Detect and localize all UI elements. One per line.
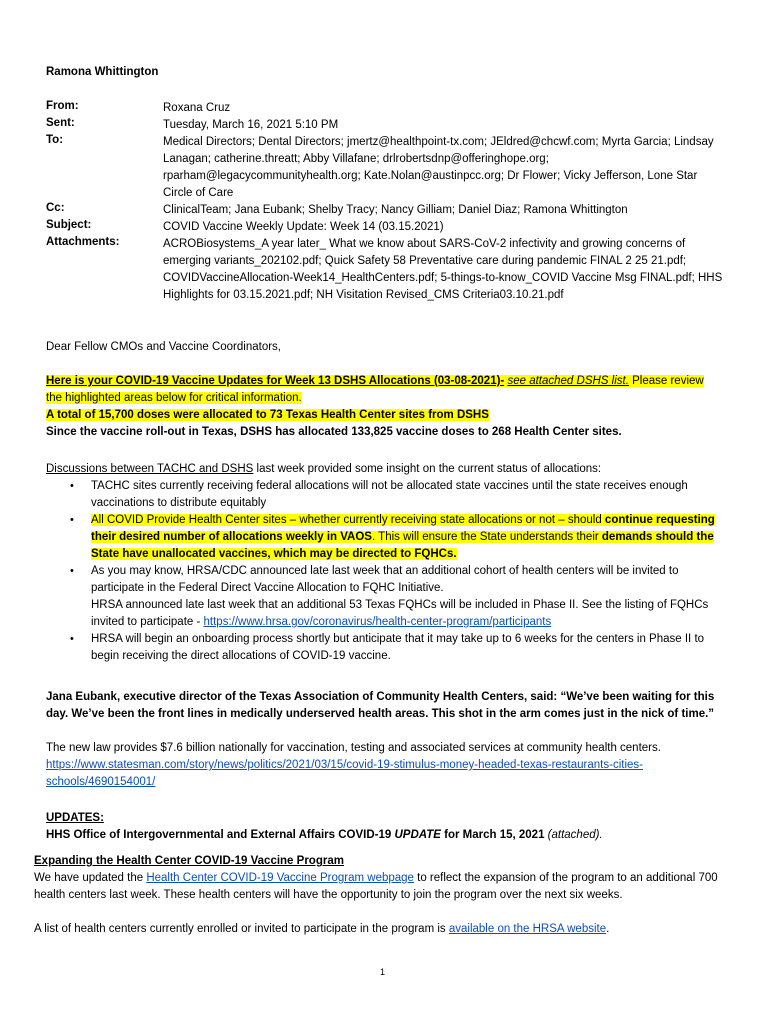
bullet-dot: •	[70, 480, 74, 492]
sent-value: Tuesday, March 16, 2021 5:10 PM	[163, 119, 339, 131]
page-number: 1	[380, 967, 386, 977]
week-title: Here is your COVID-19 Vaccine Updates for Week 13 DSHS Allocations (03-08-2021)-	[46, 375, 505, 387]
see-attached-note: see attached DSHS list.	[507, 375, 629, 387]
bullet-continue-requesting: • All COVID Provide Health Center sites – whether currently receiving state allocations or not – should continue requesting their desired number of allocations weekly in VAOS. This will ensure the State understands their demands should the State have unallocated vaccines, which may be directed to FQHCs.	[70, 514, 715, 560]
subject-label: Subject:	[46, 219, 92, 231]
to-value: Medical Directors; Dental Directors; jmertz@healthpoint-tx.com; JEldred@chcwf.com; Myrta Garcia; Lindsay Lanagan; catherine.threatt; Abby Villafane; drlrobertsdnp@offeringhope.org; rparham@legacycommunityhealth.org; Kate.Nolan@austinpcc.org; Dr Flower; Vicky Jefferson, Lone Star Circle of Care	[163, 136, 714, 199]
bullet-federal-allocations: • TACHC sites currently receiving federal allocations will not be allocated state vaccines until the state receives enough vaccinations to distribute equitably	[70, 480, 688, 509]
updates-label: UPDATES:	[46, 812, 104, 824]
expand-title: Expanding the Health Center COVID-19 Vaccine Program	[34, 855, 344, 867]
bullet-dot: •	[70, 514, 74, 526]
allocation-summary	[46, 373, 711, 441]
sender-name: Ramona Whittington	[46, 66, 159, 78]
vaccine-program-webpage-link[interactable]: Health Center COVID-19 Vaccine Program webpage	[146, 872, 414, 884]
total-doses-line: A total of 15,700 doses were allocated to 73 Texas Health Center sites from DSHS	[46, 409, 489, 421]
hrsa-participants-link[interactable]: https://www.hrsa.gov/coronavirus/health-center-program/participants	[203, 616, 552, 628]
subject-value: COVID Vaccine Weekly Update: Week 14 (03.15.2021)	[163, 221, 444, 233]
eubank-quote: Jana Eubank, executive director of the Texas Association of Community Health Centers, said: “We’ve been waiting for this day. We’ve been the front lines in medically underserved health areas. This shot in the arm comes just in the nick of time.”	[46, 691, 715, 720]
bullet-onboarding: • HRSA will begin an onboarding process shortly but anticipate that it may take up to 6 weeks for the centers in Phase II to begin receiving the direct allocations of COVID-19 vaccine.	[70, 633, 705, 662]
hrsa-website-link[interactable]: available on the HRSA website	[448, 923, 607, 935]
to-label: To:	[46, 134, 64, 146]
allocation-bullets	[70, 478, 721, 665]
statesman-link[interactable]: https://www.statesman.com/story/news/politics/2021/03/15/covid-19-stimulus-money-headed-texas-restaurants-cities-schools/4690154001/	[46, 759, 643, 788]
bullet-dot: •	[70, 565, 74, 577]
since-rollout-line: Since the vaccine roll-out in Texas, DSHS has allocated 133,825 vaccine doses to 268 Health Center sites.	[46, 426, 622, 438]
greeting: Dear Fellow CMOs and Vaccine Coordinators,	[46, 341, 281, 353]
discussions-link[interactable]: Discussions between TACHC and DSHS	[46, 463, 254, 475]
cc-label: Cc:	[46, 202, 65, 214]
expand-paragraph: We have updated the Health Center COVID-19 Vaccine Program webpage to reflect the expansion of the program to an additional 700 health centers last week. These health centers will have the opportunity to join the program over the next six weeks.	[34, 872, 718, 901]
please-review-note: Please review the highlighted areas below for critical information.	[46, 375, 704, 404]
discussions-intro	[46, 461, 726, 478]
bullet-hrsa-cohort: • As you may know, HRSA/CDC announced late last week that an additional cohort of health centers will be invited to participate in the Federal Direct Vaccine Allocation to FQHC Initiative. HRSA announced late last week that an additional 53 Texas FQHCs will be included in Phase II. See the listing of FQHCs invited to participate - https://www.hrsa.gov/coronavirus/health-center-program/participants	[70, 565, 709, 628]
health-center-list-line: A list of health centers currently enrolled or invited to participate in the program is available on the HRSA website.	[34, 923, 610, 935]
hhs-update-line: HHS Office of Intergovernmental and External Affairs COVID-19 UPDATE for March 15, 2021 (attached).	[46, 829, 603, 841]
from-value: Roxana Cruz	[163, 102, 231, 114]
attachments-label: Attachments:	[46, 236, 120, 248]
sent-label: Sent:	[46, 117, 75, 129]
from-label: From:	[46, 100, 79, 112]
bullet-dot: •	[70, 633, 74, 645]
discussions-rest: last week provided some insight on the current status of allocations:	[253, 463, 602, 475]
attachments-value: ACROBiosystems_A year later_ What we know about SARS-CoV-2 infectivity and growing concerns of emerging variants_202102.pdf; Quick Safety 58 Preventative care during pandemic FINAL 2 25 21.pdf; COVIDVaccineAllocation-Week14_HealthCenters.pdf; 5-things-to-know_COVID Vaccine Msg FINAL.pdf; HHS Highlights for 03.15.2021.pdf; NH Visitation Revised_CMS Criteria03.10.21.pdf	[163, 238, 723, 301]
cc-value: ClinicalTeam; Jana Eubank; Shelby Tracy; Nancy Gilliam; Daniel Diaz; Ramona Whittington	[163, 204, 628, 216]
new-law-paragraph: The new law provides $7.6 billion nationally for vaccination, testing and associated services at community health centers. https://www.statesman.com/story/news/politics/2021/03/15/covid-19-stimulus-money-headed-texas-restaurants-cities-schools/4690154001/	[46, 742, 661, 788]
